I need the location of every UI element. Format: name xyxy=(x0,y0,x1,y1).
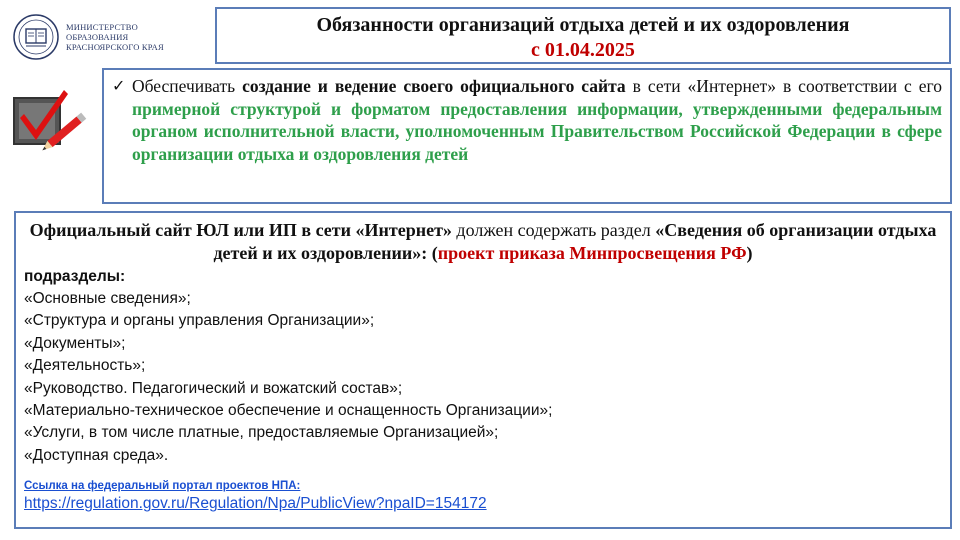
portal-link[interactable]: https://regulation.gov.ru/Regulation/Npa/PublicView?npaID=154172 xyxy=(24,495,487,513)
box1-text-4: примерной структурой и форматом предоставления информации, утвержденными федеральным органом исполнительной власти, уполномоченным Правительством Российской Федерации в сфере организации отдыха и оздоровления детей xyxy=(132,98,942,164)
list-item: «Материально-техническое обеспечение и оснащенность Организации»; xyxy=(24,402,553,420)
website-section-box xyxy=(14,211,952,529)
ministry-emblem-icon xyxy=(12,13,60,61)
logo-line-3: КРАСНОЯРСКОГО КРАЯ xyxy=(66,42,164,52)
page-title: Обязанности организаций отдыха детей и их оздоровления xyxy=(316,14,850,36)
logo-line-2: ОБРАЗОВАНИЯ xyxy=(66,32,129,42)
checkbox-pencil-icon xyxy=(10,84,94,156)
list-item: «Структура и органы управления Организации»; xyxy=(24,312,375,330)
title-box xyxy=(215,7,951,64)
list-item: «Деятельность»; xyxy=(24,357,146,375)
heading-part-1: Официальный сайт ЮЛ или ИП в сети «Интернет» xyxy=(29,220,452,240)
box1-text-1: Обеспечивать xyxy=(132,76,243,96)
logo-text xyxy=(66,22,164,52)
checkmark-icon: ✓ xyxy=(112,76,126,95)
website-obligation-box xyxy=(102,68,952,204)
portal-link-label[interactable]: Ссылка на федеральный портал проектов НПА: xyxy=(24,480,301,493)
subsections-title: подразделы: xyxy=(24,268,126,285)
list-item: «Основные сведения»; xyxy=(24,290,191,307)
logo-line-1: МИНИСТЕРСТВО xyxy=(66,22,138,32)
list-item: «Руководство. Педагогический и вожатский состав»; xyxy=(24,379,403,397)
heading-part-4: проект приказа Минпросвещения РФ xyxy=(437,243,747,263)
list-item: «Документы»; xyxy=(24,334,126,352)
heading-part-5: ) xyxy=(746,243,753,263)
box1-text-3: в сети «Интернет» в соответствии с его xyxy=(625,76,942,96)
section-heading xyxy=(24,219,942,265)
ministry-logo xyxy=(12,12,172,62)
heading-part-3: «Сведения об организации отдыха детей и их оздоровлении»: ( xyxy=(213,220,937,263)
heading-part-2: должен содержать раздел xyxy=(451,220,656,240)
subsections-list xyxy=(24,288,942,467)
title-date: с 01.04.2025 xyxy=(531,39,635,61)
list-item: «Услуги, в том числе платные, предоставляемые Организацией»; xyxy=(24,424,499,442)
list-item: «Доступная среда». xyxy=(24,446,169,464)
box1-text-2: создание и ведение своего официального сайта xyxy=(242,76,626,96)
